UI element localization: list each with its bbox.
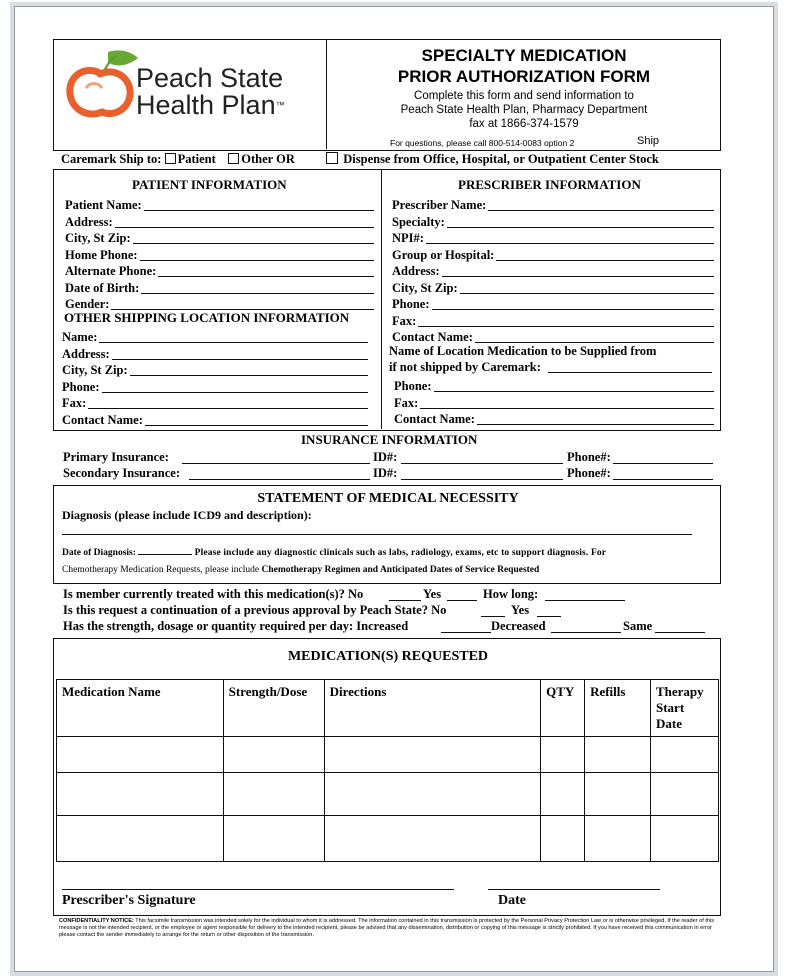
q1-yes-label: Yes [423, 587, 442, 601]
primary-id-input[interactable] [401, 463, 563, 464]
logo-line-1: Peach State [136, 63, 284, 93]
med-cell[interactable] [650, 816, 718, 862]
q1-howlong-input[interactable] [545, 600, 625, 601]
primary-phone-input[interactable] [613, 463, 713, 464]
column-divider [381, 170, 382, 429]
signature-input[interactable] [62, 889, 454, 890]
medications-header-row [57, 680, 719, 737]
prescriber-field-label: Specialty: [392, 214, 445, 229]
prescriber-field-input[interactable] [488, 210, 714, 211]
diagnosis-label: Diagnosis (please include ICD9 and description): [62, 508, 312, 522]
diagnosis-date-row [62, 548, 606, 558]
form-page [14, 6, 774, 972]
med-cell[interactable] [585, 737, 651, 773]
chemo-prefix: Chemotherapy Medication Requests, please include [62, 565, 260, 575]
patient-field-label: Patient Name: [65, 198, 142, 212]
primary-insurance-label: Primary Insurance: [63, 450, 169, 464]
prescriber-field-input[interactable] [460, 293, 714, 294]
patient-field-input[interactable] [144, 210, 374, 211]
prescriber-field-input[interactable] [418, 326, 714, 327]
patient-field-label: Address: [65, 214, 113, 229]
logo [54, 40, 327, 149]
prescriber-field-label: City, St Zip: [392, 280, 458, 295]
patient-field-label: Alternate Phone: [65, 264, 157, 278]
primary-phone-label: Phone#: [567, 450, 611, 464]
confidentiality-notice [59, 918, 725, 940]
ship-row [61, 152, 659, 167]
patient-option-label: Patient [177, 152, 216, 166]
primary-insurance-input[interactable] [182, 463, 370, 464]
shipping-field-input[interactable] [88, 408, 368, 409]
med-cell[interactable] [324, 773, 540, 816]
shipping-field-label: Contact Name: [62, 413, 143, 427]
patient-field-label: Date of Birth: [65, 280, 140, 295]
prescriber-field-label: Group or Hospital: [392, 247, 495, 262]
prescriber-field-label: Phone: [392, 297, 430, 311]
prescriber-field-input[interactable] [496, 260, 714, 261]
patient-field-input[interactable] [133, 243, 374, 244]
peach-logo-icon [60, 48, 142, 122]
location-field-label: Phone: [394, 379, 432, 393]
med-cell[interactable] [57, 737, 224, 773]
patient-field-input[interactable] [115, 227, 374, 228]
other-option-label: Other OR [241, 152, 295, 166]
patient-checkbox[interactable] [165, 153, 176, 164]
shipping-field-input[interactable] [145, 425, 368, 426]
prescriber-field-label: Prescriber Name: [392, 198, 487, 212]
insurance-heading: INSURANCE INFORMATION [301, 432, 478, 447]
location-field-input[interactable] [477, 424, 714, 425]
col-qty: QTY [541, 680, 585, 737]
secondary-insurance-label: Secondary Insurance: [63, 466, 181, 480]
q1-no-input[interactable] [389, 600, 421, 601]
shipping-field-input[interactable] [99, 342, 368, 343]
q2-no-input[interactable] [481, 616, 505, 617]
med-cell[interactable] [324, 737, 540, 773]
location-line-1: Name of Location Medication to be Supplied from [389, 344, 657, 358]
date-input[interactable] [488, 889, 660, 890]
location-field-label: Fax: [394, 395, 419, 410]
q3-same-label: Same [623, 619, 653, 633]
med-cell[interactable] [541, 737, 585, 773]
instructions-line-2: Peach State Health Plan, Pharmacy Department [400, 104, 648, 116]
confidentiality-text: This facsimile transmission was intended solely for the individual to whom it is addressed. The information contained in this transmission is protected by the Personal Privacy Protection Law or is otherwise privileged. If the reader of this message is not the intended recipient, or the employee or agent responsible for delivery to the intended recipient, please be advised that any dissemination, distribution or copying of this message is strictly prohibited. If you have received this communication in error please contact the sender immediately to arrange for the return or other disposition of the transmission. [59, 918, 715, 939]
ship-to-label: Caremark Ship to: [61, 152, 162, 166]
q2-yes-label: Yes [511, 603, 530, 617]
med-cell[interactable] [57, 816, 224, 862]
med-cell[interactable] [57, 773, 224, 816]
question-3: Has the strength, dosage or quantity required per day: Increased [63, 619, 409, 633]
prescriber-field-input[interactable] [426, 243, 714, 244]
logo-line-2-text: Health Plan [136, 90, 276, 120]
secondary-insurance-input[interactable] [189, 479, 370, 480]
med-cell[interactable] [585, 816, 651, 862]
col-therapy-start-date: Therapy Start Date [650, 680, 718, 737]
medications-table [56, 679, 719, 862]
patient-field-label: Home Phone: [65, 247, 138, 262]
prescriber-field-input[interactable] [442, 276, 714, 277]
location-field-input[interactable] [420, 408, 714, 409]
questions-phone: For questions, please call 800-514-0083 option 2 [390, 138, 575, 148]
patient-heading: PATIENT INFORMATION [132, 177, 287, 192]
patient-field-label: City, St Zip: [65, 231, 131, 245]
date-of-diagnosis-label: Date of Diagnosis: [62, 548, 136, 558]
dispense-label: Dispense from Office, Hospital, or Outpatient Center Stock [343, 152, 659, 166]
medical-necessity-box [53, 485, 721, 584]
prescriber-heading: PRESCRIBER INFORMATION [458, 177, 641, 192]
q3-increased-input[interactable] [441, 632, 491, 633]
necessity-heading: STATEMENT OF MEDICAL NECESSITY [257, 491, 519, 506]
prescriber-field-input[interactable] [432, 309, 715, 310]
prescriber-field-label: Contact Name: [392, 330, 473, 344]
col-refills: Refills [585, 680, 651, 737]
confidentiality-lead: CONFIDENTIALITY NOTICE: [59, 918, 134, 924]
patient-field-input[interactable] [158, 276, 374, 277]
prescriber-field-label: Fax: [392, 313, 417, 328]
col-directions: Directions [324, 680, 540, 737]
location-line-2: if not shipped by Caremark: [389, 360, 541, 374]
instructions-line-1: Complete this form and send information to [414, 90, 634, 102]
location-field-input[interactable] [434, 391, 715, 392]
header-box [53, 39, 721, 151]
medications-heading: MEDICATION(S) REQUESTED [287, 649, 489, 664]
chemo-row [62, 565, 539, 575]
q2-yes-input[interactable] [537, 616, 561, 617]
form-title-line-1: SPECIALTY MEDICATION [421, 46, 627, 65]
signature-label: Prescriber's Signature [62, 893, 196, 908]
logo-line-2 [136, 91, 285, 119]
col-strength-dose: Strength/Dose [223, 680, 324, 737]
med-cell[interactable] [223, 737, 324, 773]
q1-howlong-label: How long: [483, 587, 539, 601]
ship-fragment: Ship [637, 135, 660, 147]
secondary-id-input[interactable] [401, 479, 563, 480]
patient-field-input[interactable] [141, 293, 374, 294]
chemo-bold: Chemotherapy Regimen and Anticipated Dates of Service Requested [261, 565, 540, 575]
shipping-field-input[interactable] [102, 392, 369, 393]
med-cell[interactable] [223, 773, 324, 816]
shipping-field-label: Name: [62, 330, 98, 344]
med-cell[interactable] [650, 737, 718, 773]
col-medication-name: Medication Name [57, 680, 224, 737]
other-shipping-heading: OTHER SHIPPING LOCATION INFORMATION [64, 310, 350, 325]
location-field-label: Contact Name: [394, 412, 475, 426]
med-cell[interactable] [585, 773, 651, 816]
prescriber-field-label: NPI#: [392, 231, 424, 245]
prescriber-field-input[interactable] [475, 342, 714, 343]
medications-box [53, 638, 721, 916]
primary-id-label: ID#: [373, 450, 398, 464]
date-of-diagnosis-input[interactable] [138, 554, 192, 555]
other-checkbox[interactable] [228, 153, 239, 164]
q3-same-input[interactable] [655, 632, 705, 633]
med-cell[interactable] [324, 816, 540, 862]
patient-prescriber-box [53, 169, 721, 431]
shipping-field-label: Phone: [62, 379, 100, 394]
secondary-id-label: ID#: [373, 466, 398, 480]
form-title-line-2: PRIOR AUTHORIZATION FORM [397, 67, 651, 86]
shipping-field-label: City, St Zip: [62, 363, 128, 378]
med-cell[interactable] [223, 816, 324, 862]
patient-field-input[interactable] [140, 260, 374, 261]
secondary-phone-input[interactable] [613, 479, 713, 480]
med-cell[interactable] [650, 773, 718, 816]
shipping-field-label: Fax: [62, 396, 87, 411]
dispense-checkbox[interactable] [326, 152, 338, 164]
medication-row [57, 773, 719, 816]
location-name-input[interactable] [548, 372, 712, 373]
diagnosis-input[interactable] [62, 534, 692, 535]
question-1: Is member currently treated with this medication(s)? No [63, 587, 364, 601]
prescriber-field-label: Address: [392, 264, 440, 278]
trademark: ™ [275, 100, 285, 110]
medication-row [57, 816, 719, 862]
secondary-phone-label: Phone#: [567, 466, 611, 480]
q1-yes-input[interactable] [447, 600, 477, 601]
question-2: Is this request a continuation of a previous approval by Peach State? No [63, 603, 447, 617]
fax-number: fax at 1866-374-1579 [469, 118, 579, 130]
med-cell[interactable] [541, 816, 585, 862]
med-cell[interactable] [541, 773, 585, 816]
medication-row [57, 737, 719, 773]
date-label: Date [498, 893, 526, 908]
patient-field-label: Gender: [65, 297, 110, 311]
shipping-field-input[interactable] [112, 359, 368, 360]
shipping-field-label: Address: [62, 346, 110, 361]
q3-decreased-input[interactable] [551, 632, 621, 633]
prescriber-field-input[interactable] [447, 227, 714, 228]
clinicals-note: Please include any diagnostic clinicals such as labs, radiology, exams, etc to support diagnosis. For [194, 548, 607, 558]
shipping-field-input[interactable] [130, 375, 368, 376]
q3-decreased-label: Decreased [491, 619, 546, 633]
